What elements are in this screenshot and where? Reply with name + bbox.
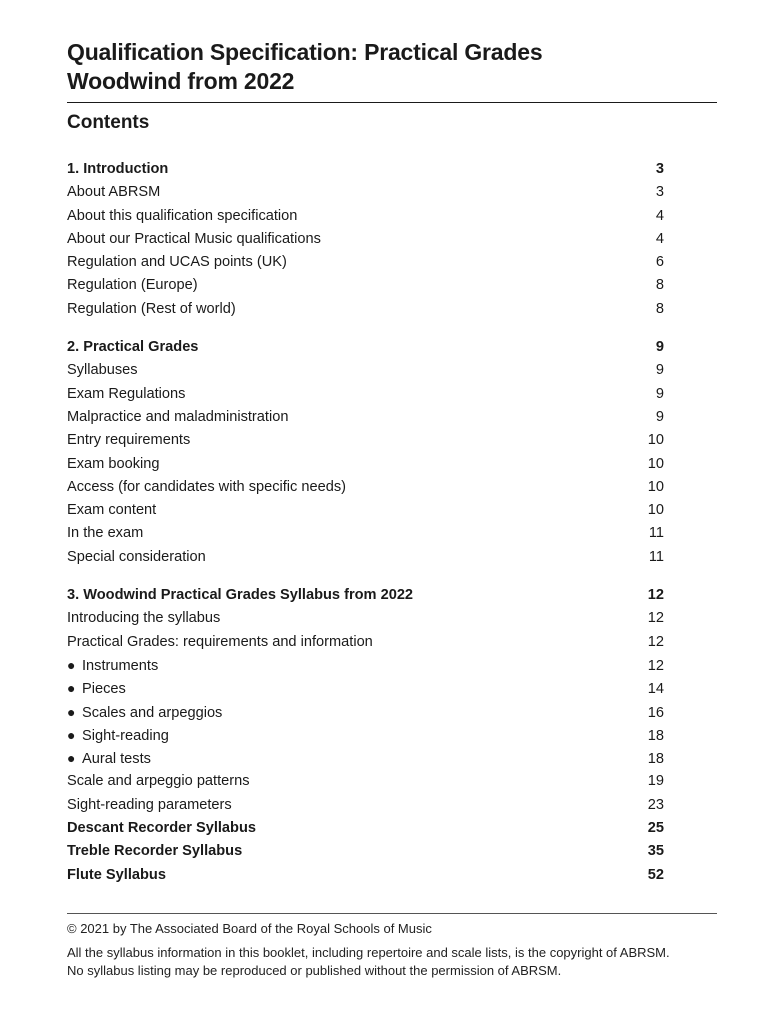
toc-entry[interactable] [67,817,664,840]
toc-entry-label [67,654,158,678]
toc-entry[interactable] [67,701,664,724]
toc-entry-text: Exam booking [67,455,160,472]
toc-entry-page-number: 12 [647,587,664,604]
bullet-icon: ● [67,656,76,673]
toc-entry-label [67,383,185,406]
toc-entry-page-number: 23 [647,796,664,813]
toc-entry[interactable] [67,654,664,677]
toc-entry-label [67,476,346,499]
toc-entry-text: Access (for candidates with specific needs) [67,478,347,495]
toc-entry-text: Flute Syllabus [67,866,166,883]
toc-entry[interactable] [67,770,664,793]
copyright-statement-line-1: All the syllabus information in this booklet, including repertoire and scale lists, is the copyright of ABRSM. [67,945,670,960]
toc-entry-label [67,205,297,228]
toc-entry[interactable] [67,724,664,747]
toc-entry[interactable] [67,476,664,499]
toc-entry[interactable] [67,228,664,251]
toc-entry-page-number: 8 [655,300,664,317]
toc-entry-label [67,864,166,887]
toc-entry-page-number: 12 [647,610,664,627]
toc-entry-text: 2. Practical Grades [67,339,199,356]
toc-entry-text: Sight-reading [82,727,169,744]
toc-entry-text: Pieces [82,681,126,698]
toc-entry[interactable] [67,794,664,817]
toc-entry-text: Descant Recorder Syllabus [67,820,256,837]
toc-entry-text: Sight-reading parameters [67,796,232,813]
toc-entry-text: About ABRSM [67,184,161,201]
toc-entry[interactable] [67,181,664,204]
toc-entry-text: Aural tests [82,751,151,768]
toc-entry-text: Regulation and UCAS points (UK) [67,254,287,271]
toc-entry-text: About our Practical Music qualifications [67,230,321,247]
toc-entry-page-number: 4 [655,207,664,224]
toc-entry-page-number: 9 [655,339,664,356]
toc-entry-page-number: 52 [647,866,664,883]
bullet-icon: ● [67,726,76,743]
toc-entry[interactable] [67,453,664,476]
toc-entry-page-number: 8 [655,277,664,294]
toc-entry[interactable] [67,607,664,630]
toc-entry-text: Scales and arpeggios [82,704,223,721]
toc-entry-page-number: 35 [647,843,664,860]
toc-entry-page-number: 10 [647,478,664,495]
toc-entry-text: In the exam [67,525,144,542]
toc-entry-text: About this qualification specification [67,207,298,224]
toc-section-practical-grades [67,336,664,569]
toc-entry-text: Exam Regulations [67,385,186,402]
toc-entry-text: 1. Introduction [67,161,169,177]
toc-entry[interactable] [67,298,664,321]
toc-entry[interactable] [67,336,664,359]
copyright-notice: © 2021 by The Associated Board of the Royal Schools of Music [67,921,432,936]
toc-entry-page-number: 4 [655,230,664,247]
toc-entry[interactable] [67,406,664,429]
toc-entry-page-number: 18 [647,751,664,768]
toc-entry-page-number: 12 [647,657,664,674]
toc-entry[interactable] [67,747,664,770]
toc-entry-page-number: 18 [647,727,664,744]
toc-entry[interactable] [67,499,664,522]
toc-entry-text: 3. Woodwind Practical Grades Syllabus from 2022 [67,587,414,604]
toc-entry[interactable] [67,205,664,228]
toc-entry[interactable] [67,158,664,181]
toc-entry-text: Exam content [67,502,157,519]
toc-entry-text: Introducing the syllabus [67,610,221,627]
toc-entry-label [67,228,321,251]
toc-entry-page-number: 9 [655,362,664,379]
toc-entry-label [67,429,190,452]
contents-heading: Contents [67,112,150,133]
toc-entry-text: Regulation (Rest of world) [67,300,236,317]
toc-entry-label [67,499,156,522]
page-title [67,38,717,96]
toc-section-introduction [67,158,664,321]
toc-entry[interactable] [67,546,664,569]
toc-entry-page-number: 10 [647,432,664,449]
toc-entry-label [67,453,159,476]
page-title-line-1: Qualification Specification: Practical Grades [67,39,543,65]
toc-entry[interactable] [67,383,664,406]
toc-entry[interactable] [67,274,664,297]
bullet-icon: ● [67,680,76,697]
copyright-statement [67,944,727,979]
toc-entry-page-number: 11 [648,525,664,542]
toc-entry[interactable] [67,522,664,545]
toc-entry-label [67,181,160,204]
toc-entry-label [67,546,206,569]
toc-entry-page-number: 9 [655,385,664,402]
page-title-line-2: Woodwind from 2022 [67,68,295,94]
footer-divider [67,913,717,914]
toc-entry-page-number: 19 [647,773,664,790]
toc-entry-label [67,607,220,630]
toc-entry-page-number: 11 [648,548,664,565]
toc-entry-text: Malpractice and maladministration [67,408,289,425]
toc-entry-label [67,747,151,771]
toc-entry-text: Special consideration [67,548,206,565]
toc-entry-page-number: 3 [655,184,664,201]
toc-entry-page-number: 14 [647,681,664,698]
toc-entry-text: Regulation (Europe) [67,277,198,294]
toc-entry[interactable] [67,584,664,607]
toc-section-woodwind-syllabus [67,584,664,887]
toc-entry-page-number: 12 [647,633,664,650]
title-divider [67,102,717,103]
toc-entry-label [67,158,168,181]
toc-entry-page-number: 25 [647,820,664,837]
toc-entry-label [67,522,143,545]
toc-entry-label [67,631,373,654]
toc-entry-label [67,677,126,701]
toc-entry-text: Syllabuses [67,362,138,379]
toc-entry-label [67,840,242,863]
toc-entry[interactable] [67,631,664,654]
toc-entry-label [67,406,288,429]
toc-entry[interactable] [67,359,664,382]
bullet-icon: ● [67,750,76,767]
toc-entry-page-number: 3 [655,161,664,177]
toc-entry-page-number: 6 [655,254,664,271]
toc-entry[interactable] [67,864,664,887]
toc-entry[interactable] [67,429,664,452]
toc-entry-text: Treble Recorder Syllabus [67,843,243,860]
copyright-statement-line-2: No syllabus listing may be reproduced or published without the permission of ABRSM. [67,962,562,978]
toc-entry-text: Entry requirements [67,432,191,449]
bullet-icon: ● [67,703,76,720]
toc-entry-label [67,794,232,817]
toc-entry-page-number: 9 [655,408,664,425]
toc-entry[interactable] [67,251,664,274]
toc-entry-label [67,251,287,274]
toc-entry-text: Instruments [82,657,159,674]
toc-entry-label [67,701,222,725]
toc-entry-page-number: 16 [647,704,664,721]
toc-entry-page-number: 10 [647,455,664,472]
toc-entry-label [67,359,138,382]
toc-entry-text: Scale and arpeggio patterns [67,773,250,790]
toc-entry[interactable] [67,840,664,863]
toc-entry-page-number: 10 [647,502,664,519]
toc-entry[interactable] [67,677,664,700]
toc-entry-label [67,336,198,359]
toc-entry-label [67,770,250,793]
table-of-contents [67,158,664,902]
toc-entry-label [67,724,169,748]
toc-entry-label [67,274,198,297]
toc-entry-label [67,584,413,607]
toc-entry-label [67,817,256,840]
toc-entry-label [67,298,236,321]
toc-entry-text: Practical Grades: requirements and information [67,633,373,650]
